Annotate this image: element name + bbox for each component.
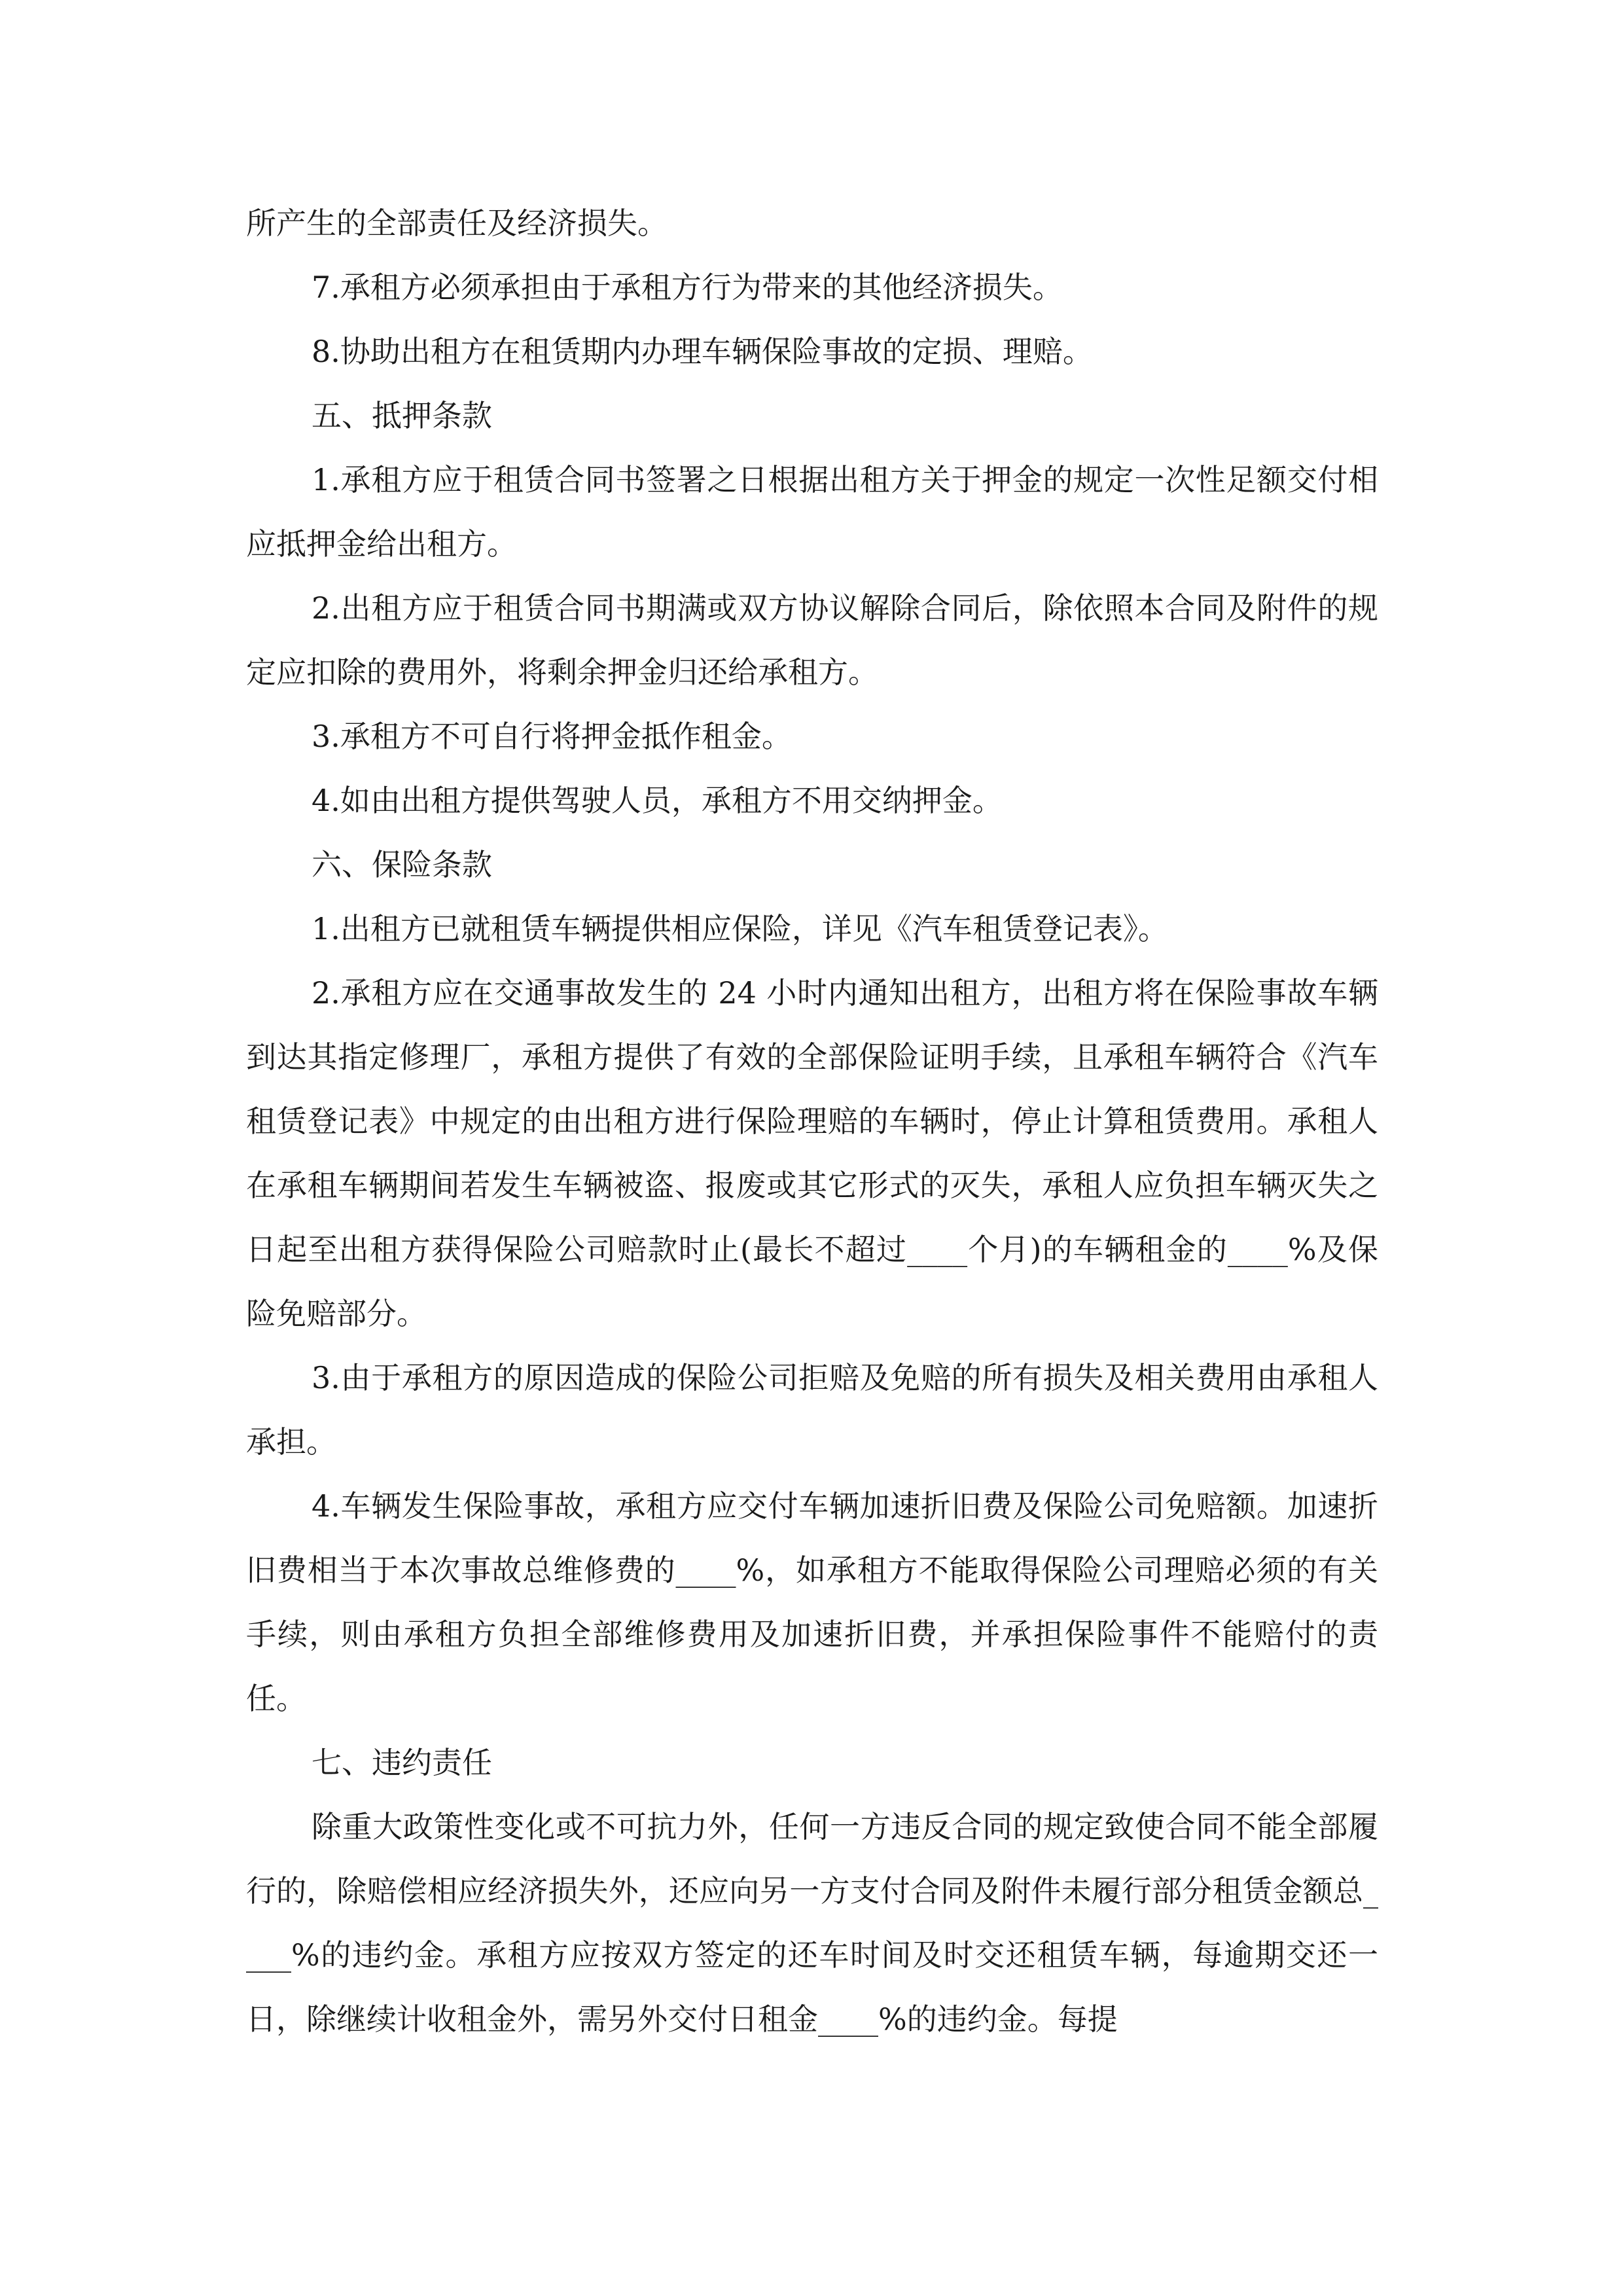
paragraph-clause-7: 7.承租方必须承担由于承租方行为带来的其他经济损失。 (312, 270, 1063, 305)
paragraph-insurance-2: 2.承租方应在交通事故发生的 24 小时内通知出租方，出租方将在保险事故车辆到达其指定修理厂，承租方提供了有效的全部保险证明手续，且承租车辆符合《汽车租赁登记表》中规定的由出租方进行保险理赔的车辆时，停止计算租赁费用。承租人在承租车辆期间若发生车辆被盗、报废或其它形式的灭失，承租人应负担车辆灭失之日起至出租方获得保险公司赔款时止(最长不超过____个月)的车辆租金的____%及保险免赔部分。 (246, 975, 1378, 1331)
paragraph-insurance-1: 1.出租方已就租赁车辆提供相应保险，详见《汽车租赁登记表》。 (312, 911, 1168, 946)
paragraph-mortgage-2: 2.出租方应于租赁合同书期满或双方协议解除合同后，除依照本合同及附件的规定应扣除的费用外，将剩余押金归还给承租方。 (246, 590, 1378, 690)
paragraph-mortgage-4: 4.如由出租方提供驾驶人员，承租方不用交纳押金。 (312, 783, 1003, 818)
section-heading-breach: 七、违约责任 (312, 1745, 492, 1780)
paragraph-insurance-4: 4.车辆发生保险事故，承租方应交付车辆加速折旧费及保险公司免赔额。加速折旧费相当于本次事故总维修费的____%，如承租方不能取得保险公司理赔必须的有关手续，则由承租方负担全部维修费用及加速折旧费，并承担保险事件不能赔付的责任。 (246, 1488, 1378, 1716)
paragraph-mortgage-3: 3.承租方不可自行将押金抵作租金。 (312, 719, 792, 754)
document-page (246, 191, 1378, 2051)
paragraph-mortgage-1: 1.承租方应于租赁合同书签署之日根据出租方关于押金的规定一次性足额交付相应抵押金给出租方。 (246, 462, 1378, 562)
section-heading-insurance: 六、保险条款 (312, 847, 492, 882)
paragraph-breach: 除重大政策性变化或不可抗力外，任何一方违反合同的规定致使合同不能全部履行的，除赔偿相应经济损失外，还应向另一方支付合同及附件未履行部分租赁金额总____%的违约金。承租方应按双方签定的还车时间及时交还租赁车辆，每逾期交还一日，除继续计收租金外，需另外交付日租金____%的违约金。每提 (246, 1809, 1378, 2037)
paragraph-clause-8: 8.协助出租方在租赁期内办理车辆保险事故的定损、理赔。 (312, 334, 1093, 369)
paragraph-continuation: 所产生的全部责任及经济损失。 (246, 206, 668, 241)
paragraph-insurance-3: 3.由于承租方的原因造成的保险公司拒赔及免赔的所有损失及相关费用由承租人承担。 (246, 1360, 1378, 1460)
section-heading-mortgage: 五、抵押条款 (312, 398, 492, 433)
